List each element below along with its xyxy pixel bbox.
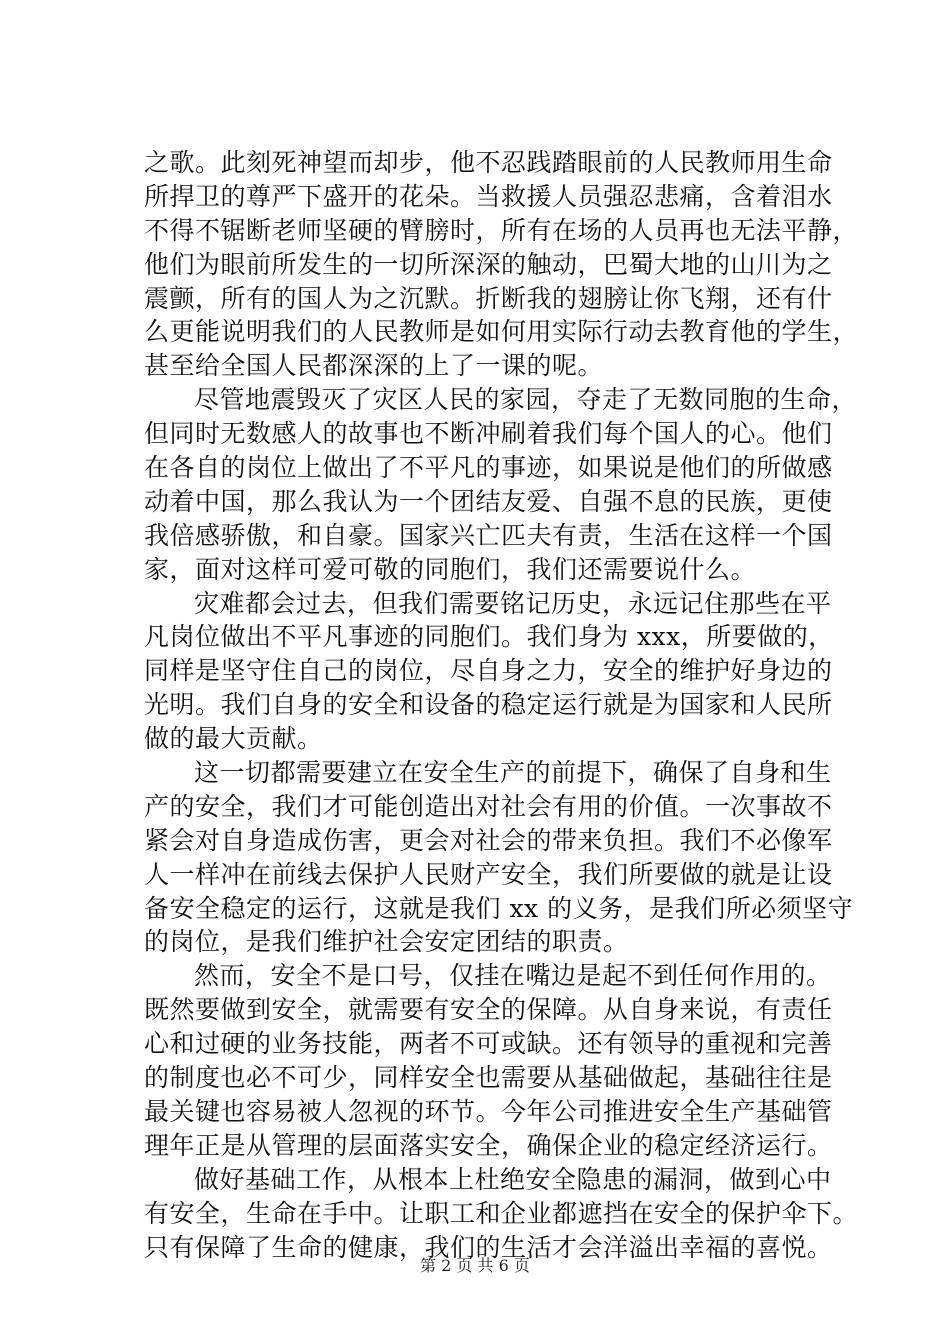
- text-line: 做好基础工作，从根本上杜绝安全隐患的漏洞，做到心中: [194, 1164, 832, 1194]
- text-line: 人一样冲在前线去保护人民财产安全，我们所要做的就是让设: [144, 859, 833, 889]
- text-line: 备安全稳定的运行，这就是我们 xx 的义务，是我们所必须坚守: [144, 893, 854, 923]
- text-line: 所捍卫的尊严下盛开的花朵。当救援人员强忍悲痛，含着泪水: [144, 181, 833, 211]
- document-body: [144, 146, 859, 1264]
- text-line: 么更能说明我们的人民教师是如何用实际行动去教育他的学生，: [144, 317, 859, 347]
- text-line: 灾难都会过去，但我们需要铭记历史，永远记住那些在平: [194, 588, 832, 618]
- text-line: 的岗位，是我们维护社会安定团结的职责。: [144, 927, 629, 957]
- text-line: 然而，安全不是口号，仅挂在嘴边是起不到任何作用的。: [194, 961, 832, 991]
- text-line: 既然要做到安全，就需要有安全的保障。从自身来说，有责任: [144, 995, 833, 1025]
- text-line: 凡岗位做出不平凡事迹的同胞们。我们身为 xxx，所要做的，: [144, 622, 834, 652]
- page-number-footer: 第 2 页 共 6 页: [420, 1256, 530, 1275]
- text-line: 只有保障了生命的健康，我们的生活才会洋溢出幸福的喜悦。: [144, 1232, 833, 1262]
- text-line: 有安全，生命在手中。让职工和企业都遮挡在安全的保护伞下。: [144, 1198, 859, 1228]
- text-line: 紧会对自身造成伤害，更会对社会的带来负担。我们不必像军: [144, 825, 833, 855]
- text-line: 震颤，所有的国人为之沉默。折断我的翅膀让你飞翔，还有什: [144, 283, 833, 313]
- text-line: 在各自的岗位上做出了不平凡的事迹，如果说是他们的所做感: [144, 453, 833, 483]
- text-line: 家，面对这样可爱可敬的同胞们，我们还需要说什么。: [144, 554, 757, 584]
- text-line: 不得不锯断老师坚硬的臂膀时，所有在场的人员再也无法平静，: [144, 215, 859, 245]
- text-line: 心和过硬的业务技能，两者不可或缺。还有领导的重视和完善: [144, 1029, 833, 1059]
- text-line: 的制度也必不可少，同样安全也需要从基础做起，基础往往是: [144, 1063, 833, 1093]
- text-line: 甚至给全国人民都深深的上了一课的呢。: [144, 351, 604, 381]
- text-line: 之歌。此刻死神望而却步，他不忍践踏眼前的人民教师用生命: [144, 148, 833, 177]
- text-line: 同样是坚守住自己的岗位，尽自身之力，安全的维护好身边的: [144, 656, 833, 686]
- text-line: 最关键也容易被人忽视的环节。今年公司推进安全生产基础管: [144, 1096, 833, 1126]
- text-line: 产的安全，我们才可能创造出对社会有用的价值。一次事故不: [144, 791, 833, 821]
- text-line: 我倍感骄傲，和自豪。国家兴亡匹夫有责，生活在这样一个国: [144, 520, 833, 550]
- text-line: 但同时无数感人的故事也不断冲刷着我们每个国人的心。他们: [144, 419, 833, 449]
- text-line: 他们为眼前所发生的一切所深深的触动，巴蜀大地的山川为之: [144, 249, 833, 279]
- text-line: 做的最大贡献。: [144, 724, 323, 754]
- text-line: 这一切都需要建立在安全生产的前提下，确保了自身和生: [194, 758, 832, 788]
- text-line: 光明。我们自身的安全和设备的稳定运行就是为国家和人民所: [144, 690, 833, 720]
- text-line: 理年正是从管理的层面落实安全，确保企业的稳定经济运行。: [144, 1130, 833, 1160]
- text-line: 动着中国，那么我认为一个团结友爱、自强不息的民族，更使: [144, 486, 833, 516]
- text-line: 尽管地震毁灭了灾区人民的家园，夺走了无数同胞的生命，: [194, 385, 858, 415]
